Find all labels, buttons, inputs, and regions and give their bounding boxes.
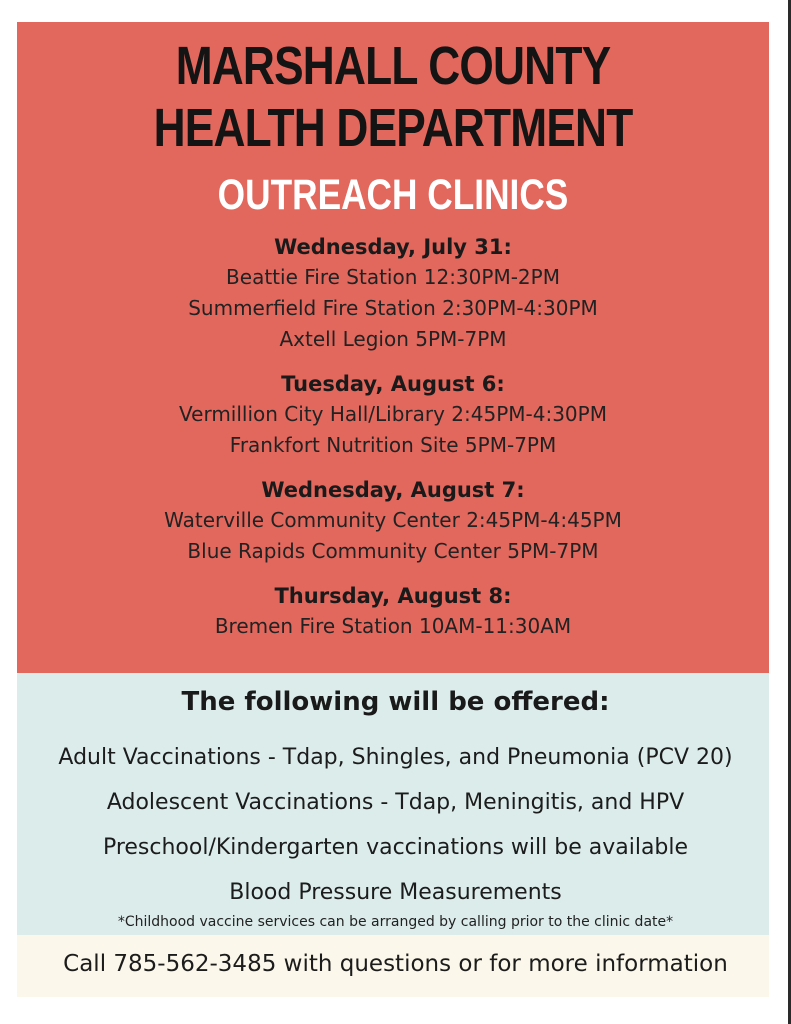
title-line-1: MARSHALL COUNTY xyxy=(175,36,611,96)
day-heading: Tuesday, August 6: xyxy=(281,372,505,396)
childhood-vaccine-note: *Childhood vaccine services can be arranged by calling prior to the clinic date* xyxy=(117,914,674,930)
service-item: Adult Vaccinations - Tdap, Shingles, and Pneumonia (PCV 20) xyxy=(58,745,733,770)
schedule-list xyxy=(17,232,769,656)
clinic-line: Vermillion City Hall/Library 2:45PM-4:30PM xyxy=(179,402,607,426)
day-heading: Wednesday, July 31: xyxy=(274,235,512,259)
day-heading: Thursday, August 8: xyxy=(274,584,512,608)
services-panel xyxy=(17,673,769,935)
clinic-line: Beattie Fire Station 12:30PM-2PM xyxy=(226,265,560,289)
title-line-2: HEALTH DEPARTMENT xyxy=(153,98,633,158)
services-heading: The following will be offered: xyxy=(181,687,610,717)
day-block xyxy=(17,232,769,355)
contact-panel xyxy=(17,935,769,997)
day-block xyxy=(17,475,769,567)
clinic-line: Blue Rapids Community Center 5PM-7PM xyxy=(187,539,599,563)
clinic-schedule-panel xyxy=(17,22,769,673)
day-heading: Wednesday, August 7: xyxy=(261,478,525,502)
day-block xyxy=(17,369,769,461)
clinic-line: Waterville Community Center 2:45PM-4:45PM xyxy=(164,508,622,532)
service-item: Adolescent Vaccinations - Tdap, Meningitis, and HPV xyxy=(106,790,685,815)
service-item: Blood Pressure Measurements xyxy=(229,880,562,905)
clinic-line: Summerfield Fire Station 2:30PM-4:30PM xyxy=(188,296,598,320)
day-block xyxy=(17,581,769,642)
clinic-line: Frankfort Nutrition Site 5PM-7PM xyxy=(229,433,557,457)
clinic-line: Bremen Fire Station 10AM-11:30AM xyxy=(214,614,572,638)
service-item: Preschool/Kindergarten vaccinations will be available xyxy=(102,835,689,860)
clinic-line: Axtell Legion 5PM-7PM xyxy=(279,327,507,351)
contact-text: Call 785-562-3485 with questions or for more information xyxy=(63,951,728,977)
services-list xyxy=(0,735,791,915)
subtitle: OUTREACH CLINICS xyxy=(217,171,569,219)
